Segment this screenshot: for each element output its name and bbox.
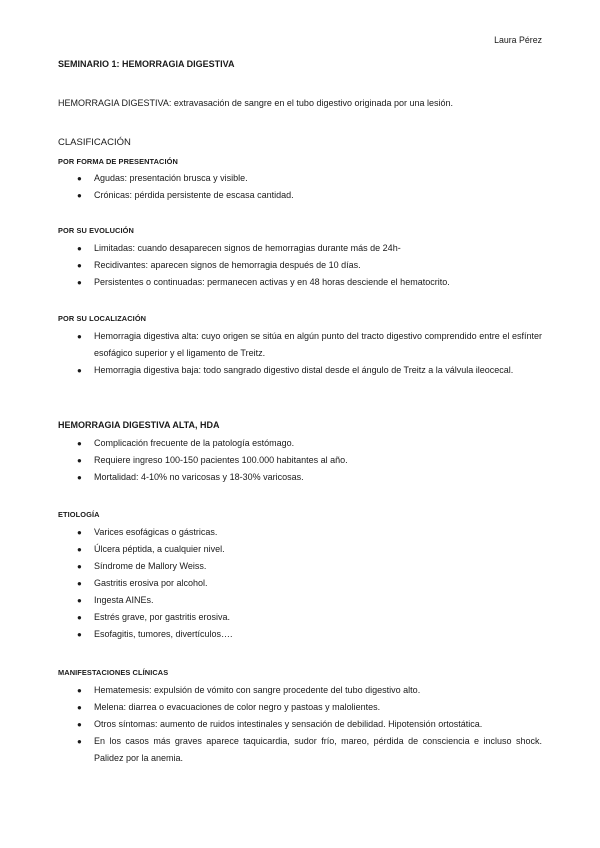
bullet-icon: ●: [77, 456, 82, 465]
evolution-list-container: [58, 240, 542, 291]
hda-list-container: [58, 435, 542, 486]
manifestations-list-container: [58, 682, 542, 767]
bullet-icon: ●: [77, 545, 82, 554]
list-item: [58, 170, 542, 187]
manifestations-list: [58, 682, 542, 767]
list-item-text: Requiere ingreso 100-150 pacientes 100.000 habitantes al año.: [94, 455, 348, 465]
bullet-icon: ●: [77, 596, 82, 605]
evolution-list: [58, 240, 542, 291]
manifestations-heading: MANIFESTACIONES CLÍNICAS: [58, 668, 169, 677]
bullet-icon: ●: [77, 703, 82, 712]
list-item: [58, 257, 542, 274]
bullet-icon: ●: [77, 191, 82, 200]
list-item-text: Crónicas: pérdida persistente de escasa cantidad.: [94, 190, 294, 200]
list-item-text: Estrés grave, por gastritis erosiva.: [94, 612, 231, 622]
etiology-heading: ETIOLOGÍA: [58, 510, 100, 519]
bullet-icon: ●: [77, 439, 82, 448]
list-item-text: Síndrome de Mallory Weiss.: [94, 561, 207, 571]
list-item-text: Limitadas: cuando desaparecen signos de hemorragias durante más de 24h-: [94, 243, 401, 253]
list-item: [58, 362, 542, 379]
etiology-list-container: [58, 524, 542, 643]
list-item-text: Mortalidad: 4-10% no varicosas y 18-30% varicosas.: [94, 472, 304, 482]
bullet-icon: ●: [77, 528, 82, 537]
bullet-icon: ●: [77, 278, 82, 287]
list-item: [58, 541, 542, 558]
list-item-text: Ingesta AINEs.: [94, 595, 154, 605]
list-item: [58, 682, 542, 699]
list-item: [58, 592, 542, 609]
hda-list: [58, 435, 542, 486]
location-subheading: POR SU LOCALIZACIÓN: [58, 314, 147, 323]
document-title: SEMINARIO 1: HEMORRAGIA DIGESTIVA: [58, 59, 235, 69]
bullet-icon: ●: [77, 366, 82, 375]
list-item: [58, 733, 542, 767]
list-item: [58, 609, 542, 626]
definition-paragraph: HEMORRAGIA DIGESTIVA: extravasación de sangre en el tubo digestivo originada por una lesión.: [58, 98, 454, 108]
list-item-text: Agudas: presentación brusca y visible.: [94, 173, 248, 183]
list-item-text: Hematemesis: expulsión de vómito con sangre procedente del tubo digestivo alto.: [94, 685, 421, 695]
list-item: [58, 716, 542, 733]
list-item-text: Hemorragia digestiva baja: todo sangrado digestivo distal desde el ángulo de Treitz a la válvula ileocecal.: [94, 365, 514, 375]
list-item: [58, 469, 542, 486]
list-item-text: Otros síntomas: aumento de ruidos intestinales y sensación de debilidad. Hipotensión ortostática.: [94, 719, 483, 729]
bullet-icon: ●: [77, 720, 82, 729]
bullet-icon: ●: [77, 332, 82, 341]
bullet-icon: ●: [77, 579, 82, 588]
list-item: [58, 575, 542, 592]
list-item: [58, 328, 542, 362]
bullet-icon: ●: [77, 737, 82, 746]
list-item-text: Recidivantes: aparecen signos de hemorragia después de 10 días.: [94, 260, 361, 270]
evolution-subheading: POR SU EVOLUCIÓN: [58, 226, 134, 235]
bullet-icon: ●: [77, 261, 82, 270]
presentation-list-container: [58, 170, 542, 204]
author-name: Laura Pérez: [494, 35, 542, 45]
hda-heading: HEMORRAGIA DIGESTIVA ALTA, HDA: [58, 420, 220, 430]
list-item-text: Melena: diarrea o evacuaciones de color negro y pastoas y malolientes.: [94, 702, 381, 712]
bullet-icon: ●: [77, 686, 82, 695]
list-item: [58, 274, 542, 291]
list-item: [58, 187, 542, 204]
list-item: [58, 435, 542, 452]
list-item-text: Úlcera péptida, a cualquier nivel.: [94, 544, 225, 554]
bullet-icon: ●: [77, 613, 82, 622]
list-item: [58, 452, 542, 469]
bullet-icon: ●: [77, 562, 82, 571]
list-item-text: Complicación frecuente de la patología estómago.: [94, 438, 295, 448]
list-item: [58, 626, 542, 643]
bullet-icon: ●: [77, 473, 82, 482]
list-item: [58, 524, 542, 541]
location-list-container: [58, 328, 542, 379]
list-item-text: En los casos más graves aparece taquicardia, sudor frío, mareo, pérdida de consciencia e incluso shock. Palidez por la anemia.: [94, 736, 542, 763]
list-item-text: Gastritis erosiva por alcohol.: [94, 578, 208, 588]
list-item-text: Persistentes o continuadas: permanecen activas y en 48 horas desciende el hematocrito.: [94, 277, 450, 287]
bullet-icon: ●: [77, 244, 82, 253]
presentation-subheading: POR FORMA DE PRESENTACIÓN: [58, 157, 178, 166]
list-item: [58, 558, 542, 575]
etiology-list: [58, 524, 542, 643]
list-item-text: Varices esofágicas o gástricas.: [94, 527, 218, 537]
list-item: [58, 240, 542, 257]
presentation-list: [58, 170, 542, 204]
bullet-icon: ●: [77, 174, 82, 183]
classification-heading: CLASIFICACIÓN: [58, 137, 131, 148]
list-item-text: Esofagitis, tumores, divertículos….: [94, 629, 233, 639]
list-item: [58, 699, 542, 716]
list-item-text: Hemorragia digestiva alta: cuyo origen se sitúa en algún punto del tracto digestivo comprendido entre el esfínter esofágico superior y el ligamento de Treitz.: [94, 331, 542, 358]
bullet-icon: ●: [77, 630, 82, 639]
location-list: [58, 328, 542, 379]
